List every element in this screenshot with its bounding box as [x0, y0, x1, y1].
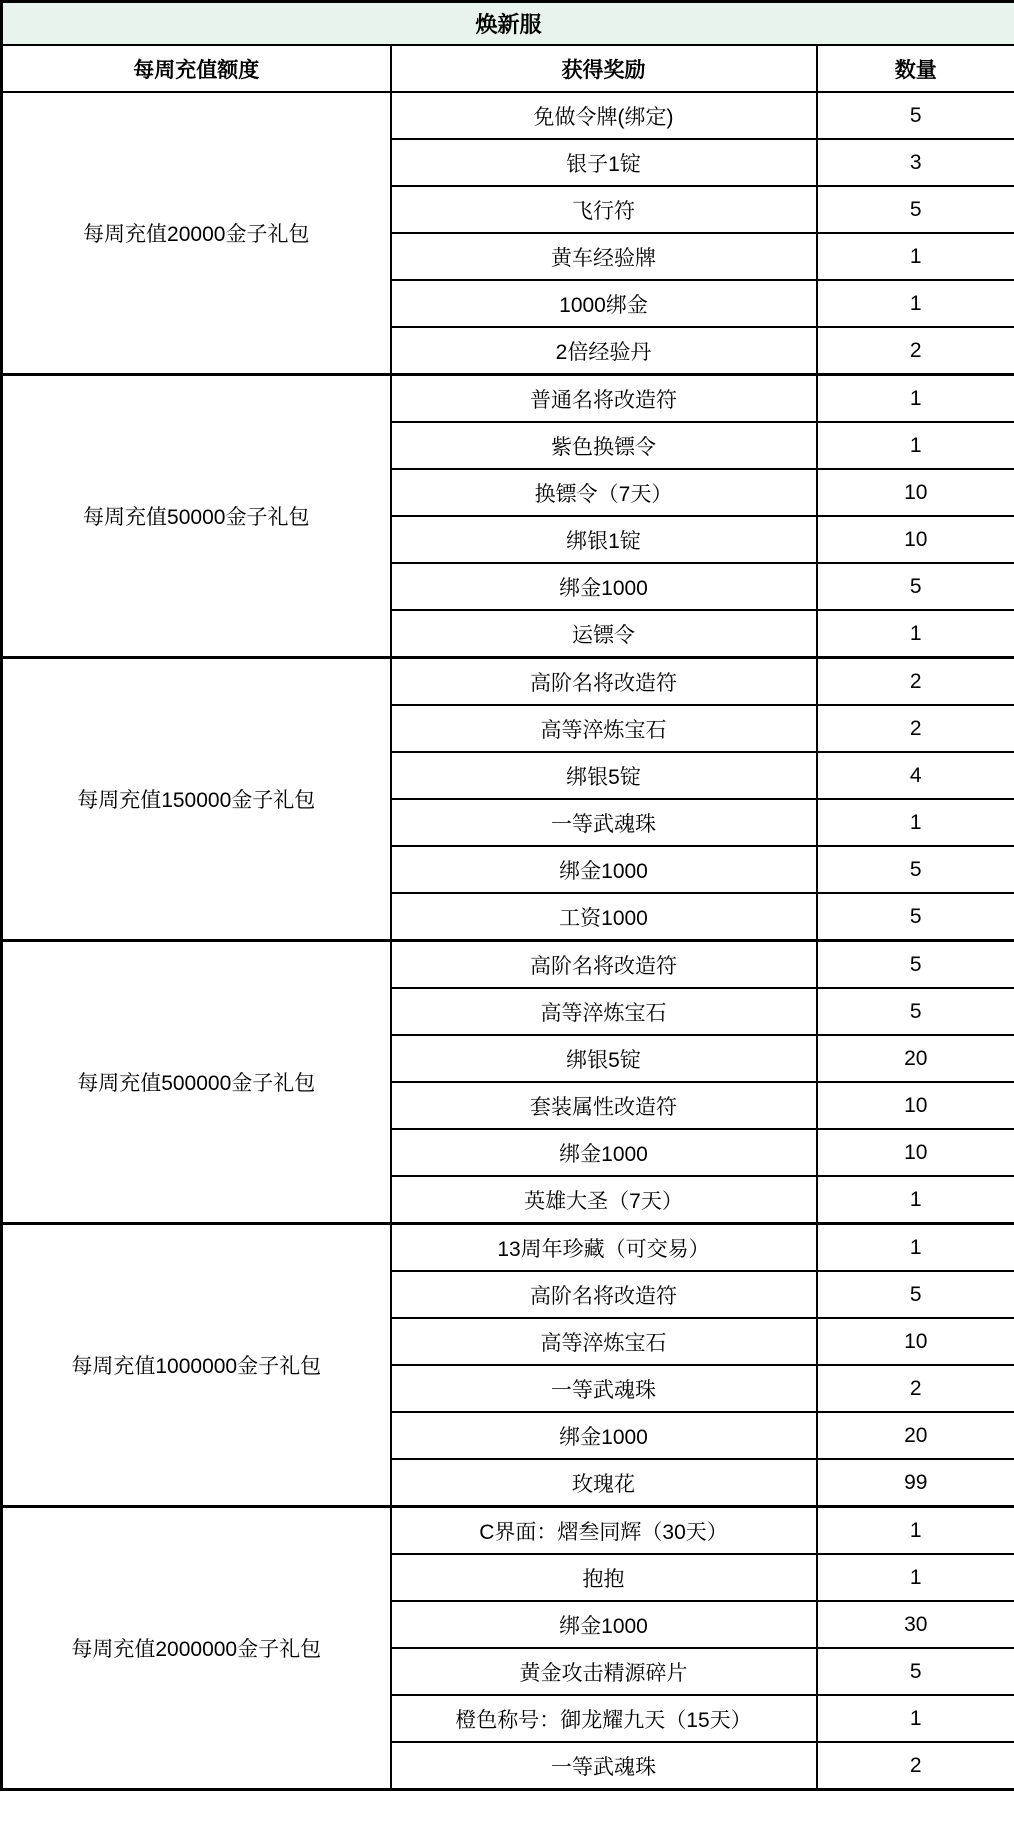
reward-name-cell: 高等淬炼宝石: [391, 988, 817, 1035]
package-name-cell: 每周充值150000金子礼包: [2, 658, 391, 941]
reward-name-cell: 高等淬炼宝石: [391, 705, 817, 752]
table-row: [2, 92, 1014, 139]
column-header-reward: 获得奖励: [391, 45, 817, 92]
reward-quantity-cell: 20: [817, 1035, 1014, 1082]
reward-name-cell: 高阶名将改造符: [391, 658, 817, 706]
reward-name-cell: 一等武魂珠: [391, 1365, 817, 1412]
reward-name-cell: 绑金1000: [391, 1129, 817, 1176]
reward-name-cell: 橙色称号：御龙耀九天（15天）: [391, 1695, 817, 1742]
reward-quantity-cell: 10: [817, 469, 1014, 516]
reward-quantity-cell: 1: [817, 799, 1014, 846]
reward-quantity-cell: 5: [817, 893, 1014, 941]
reward-quantity-cell: 5: [817, 563, 1014, 610]
reward-name-cell: 2倍经验丹: [391, 327, 817, 375]
title-row: [2, 2, 1014, 46]
reward-quantity-cell: 5: [817, 846, 1014, 893]
reward-quantity-cell: 10: [817, 1318, 1014, 1365]
column-header-recharge-amount: 每周充值额度: [2, 45, 391, 92]
reward-name-cell: 运镖令: [391, 610, 817, 658]
reward-name-cell: C界面：熠叁同辉（30天）: [391, 1507, 817, 1555]
reward-quantity-cell: 2: [817, 658, 1014, 706]
reward-name-cell: 换镖令（7天）: [391, 469, 817, 516]
package-name-cell: 每周充值50000金子礼包: [2, 375, 391, 658]
reward-quantity-cell: 1: [817, 422, 1014, 469]
reward-name-cell: 银子1锭: [391, 139, 817, 186]
reward-name-cell: 免做令牌(绑定): [391, 92, 817, 139]
reward-quantity-cell: 99: [817, 1459, 1014, 1507]
reward-name-cell: 一等武魂珠: [391, 1742, 817, 1790]
column-header-row: [2, 45, 1014, 92]
reward-name-cell: 套装属性改造符: [391, 1082, 817, 1129]
reward-name-cell: 工资1000: [391, 893, 817, 941]
reward-quantity-cell: 20: [817, 1412, 1014, 1459]
reward-quantity-cell: 5: [817, 941, 1014, 989]
reward-quantity-cell: 10: [817, 1082, 1014, 1129]
reward-quantity-cell: 1: [817, 375, 1014, 423]
reward-name-cell: 抱抱: [391, 1554, 817, 1601]
package-name-cell: 每周充值500000金子礼包: [2, 941, 391, 1224]
reward-quantity-cell: 5: [817, 1271, 1014, 1318]
reward-quantity-cell: 5: [817, 186, 1014, 233]
reward-name-cell: 绑金1000: [391, 1601, 817, 1648]
table-row: [2, 658, 1014, 706]
reward-name-cell: 普通名将改造符: [391, 375, 817, 423]
reward-name-cell: 13周年珍藏（可交易）: [391, 1224, 817, 1272]
reward-quantity-cell: 1: [817, 610, 1014, 658]
table-row: [2, 375, 1014, 423]
reward-quantity-cell: 2: [817, 1742, 1014, 1790]
table-row: [2, 941, 1014, 989]
reward-quantity-cell: 1: [817, 1554, 1014, 1601]
reward-name-cell: 绑银1锭: [391, 516, 817, 563]
reward-name-cell: 高阶名将改造符: [391, 941, 817, 989]
reward-quantity-cell: 2: [817, 327, 1014, 375]
reward-quantity-cell: 5: [817, 1648, 1014, 1695]
table-row: [2, 1507, 1014, 1555]
column-header-quantity: 数量: [817, 45, 1014, 92]
reward-name-cell: 黄车经验牌: [391, 233, 817, 280]
reward-quantity-cell: 3: [817, 139, 1014, 186]
reward-name-cell: 飞行符: [391, 186, 817, 233]
reward-name-cell: 高阶名将改造符: [391, 1271, 817, 1318]
reward-name-cell: 1000绑金: [391, 280, 817, 327]
package-name-cell: 每周充值2000000金子礼包: [2, 1507, 391, 1790]
reward-quantity-cell: 1: [817, 233, 1014, 280]
reward-name-cell: 绑金1000: [391, 563, 817, 610]
reward-quantity-cell: 1: [817, 1224, 1014, 1272]
reward-quantity-cell: 2: [817, 705, 1014, 752]
reward-quantity-cell: 1: [817, 1176, 1014, 1224]
reward-quantity-cell: 10: [817, 516, 1014, 563]
reward-quantity-cell: 30: [817, 1601, 1014, 1648]
reward-name-cell: 绑金1000: [391, 1412, 817, 1459]
package-name-cell: 每周充值20000金子礼包: [2, 92, 391, 375]
reward-quantity-cell: 1: [817, 280, 1014, 327]
reward-quantity-cell: 5: [817, 988, 1014, 1035]
reward-name-cell: 玫瑰花: [391, 1459, 817, 1507]
reward-name-cell: 绑银5锭: [391, 1035, 817, 1082]
reward-quantity-cell: 1: [817, 1695, 1014, 1742]
reward-name-cell: 绑银5锭: [391, 752, 817, 799]
reward-quantity-cell: 5: [817, 92, 1014, 139]
package-name-cell: 每周充值1000000金子礼包: [2, 1224, 391, 1507]
reward-name-cell: 英雄大圣（7天）: [391, 1176, 817, 1224]
reward-name-cell: 黄金攻击精源碎片: [391, 1648, 817, 1695]
reward-quantity-cell: 2: [817, 1365, 1014, 1412]
reward-name-cell: 绑金1000: [391, 846, 817, 893]
reward-name-cell: 紫色换镖令: [391, 422, 817, 469]
reward-quantity-cell: 4: [817, 752, 1014, 799]
table-row: [2, 1224, 1014, 1272]
reward-name-cell: 高等淬炼宝石: [391, 1318, 817, 1365]
reward-table-body: [2, 92, 1014, 1790]
reward-name-cell: 一等武魂珠: [391, 799, 817, 846]
reward-quantity-cell: 10: [817, 1129, 1014, 1176]
reward-quantity-cell: 1: [817, 1507, 1014, 1555]
table-title: 焕新服: [2, 2, 1014, 46]
